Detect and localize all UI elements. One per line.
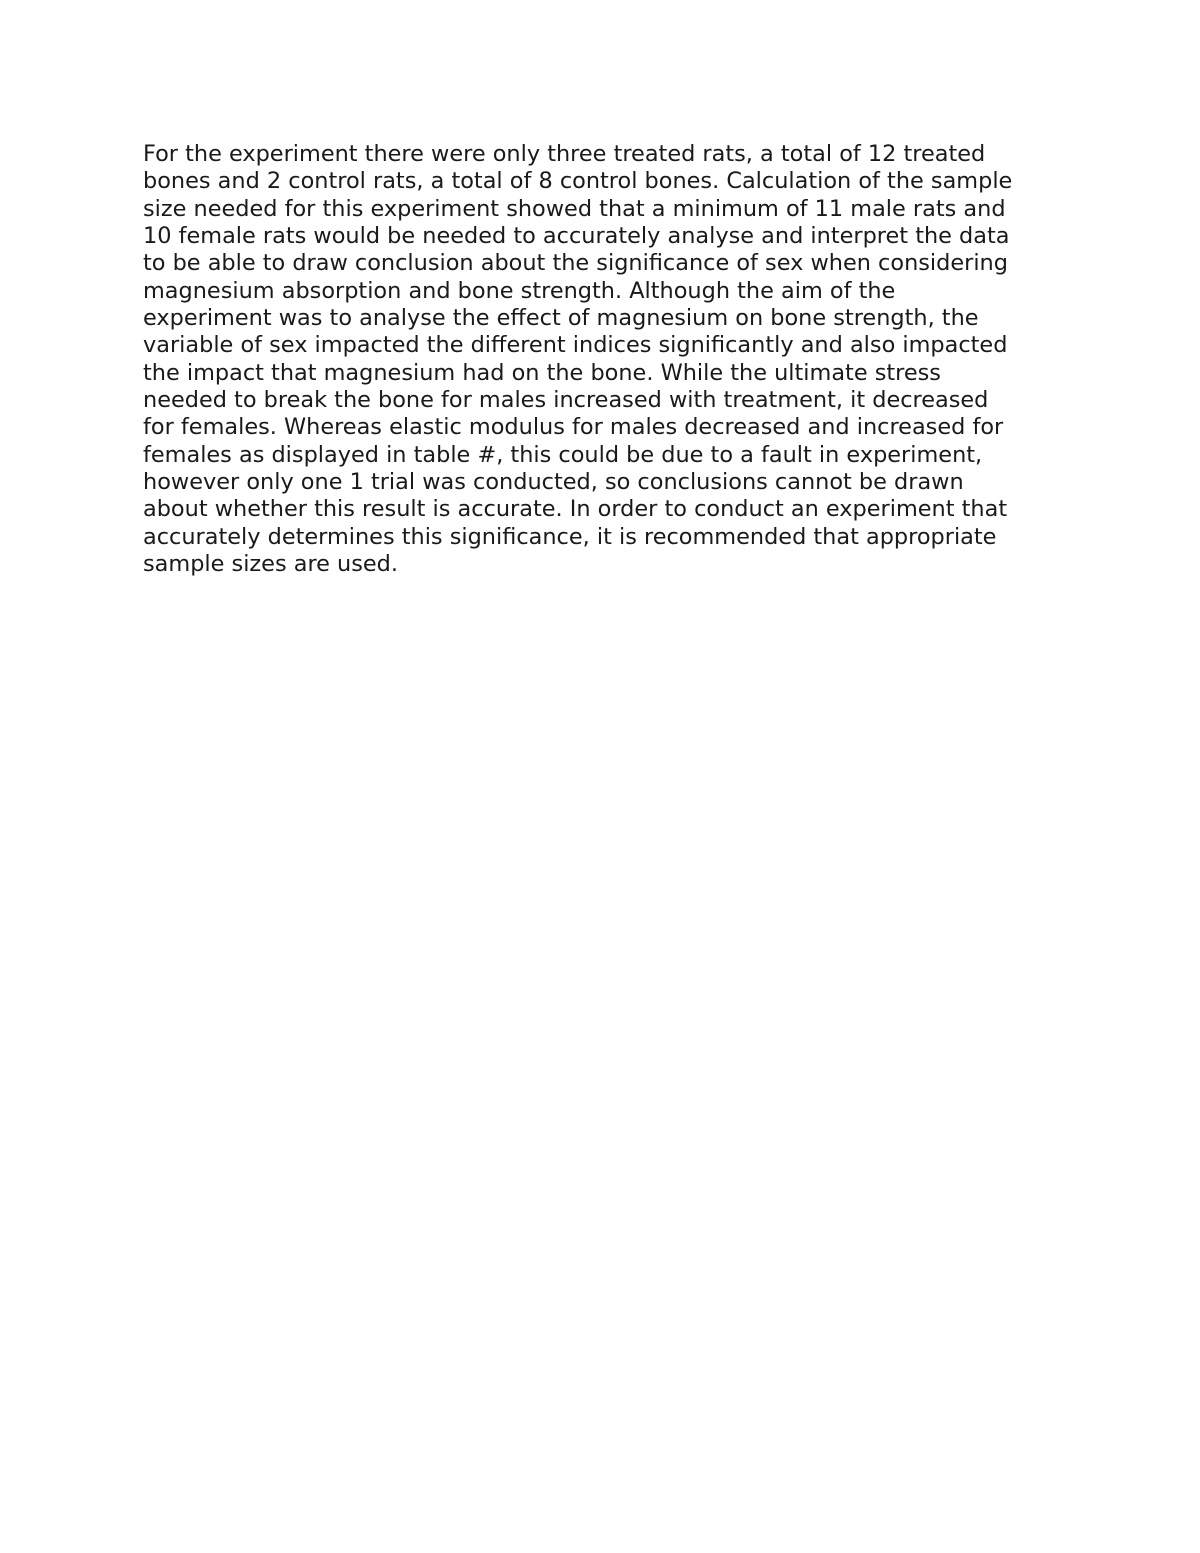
paragraph-line: the impact that magnesium had on the bone. While the ultimate stress [143, 359, 941, 386]
paragraph-line: sample sizes are used. [143, 551, 399, 578]
paragraph-line: bones and 2 control rats, a total of 8 control bones. Calculation of the sample [143, 168, 1013, 195]
paragraph-line: 10 female rats would be needed to accurately analyse and interpret the data [143, 223, 1010, 250]
paragraph-line: For the experiment there were only three treated rats, a total of 12 treated [143, 141, 986, 167]
paragraph-line: variable of sex impacted the different indices significantly and also impacted [143, 332, 1008, 359]
paragraph-line: size needed for this experiment showed that a minimum of 11 male rats and [143, 195, 1006, 222]
paragraph-line: magnesium absorption and bone strength. Although the aim of the [143, 277, 896, 304]
paragraph-line: however only one 1 trial was conducted, so conclusions cannot be drawn [143, 469, 964, 496]
paragraph-line: females as displayed in table #, this could be due to a fault in experiment, [143, 441, 983, 468]
paragraph-line: experiment was to analyse the effect of magnesium on bone strength, the [143, 305, 979, 332]
paragraph-line: needed to break the bone for males increased with treatment, it decreased [143, 387, 989, 414]
paragraph-line: to be able to draw conclusion about the significance of sex when considering [143, 250, 1008, 277]
body-paragraph [143, 141, 1012, 579]
paragraph-line: about whether this result is accurate. In order to conduct an experiment that [143, 496, 1008, 523]
paragraph-line: for females. Whereas elastic modulus for males decreased and increased for [143, 414, 1004, 441]
paragraph-line: accurately determines this significance, it is recommended that appropriate [143, 523, 997, 550]
